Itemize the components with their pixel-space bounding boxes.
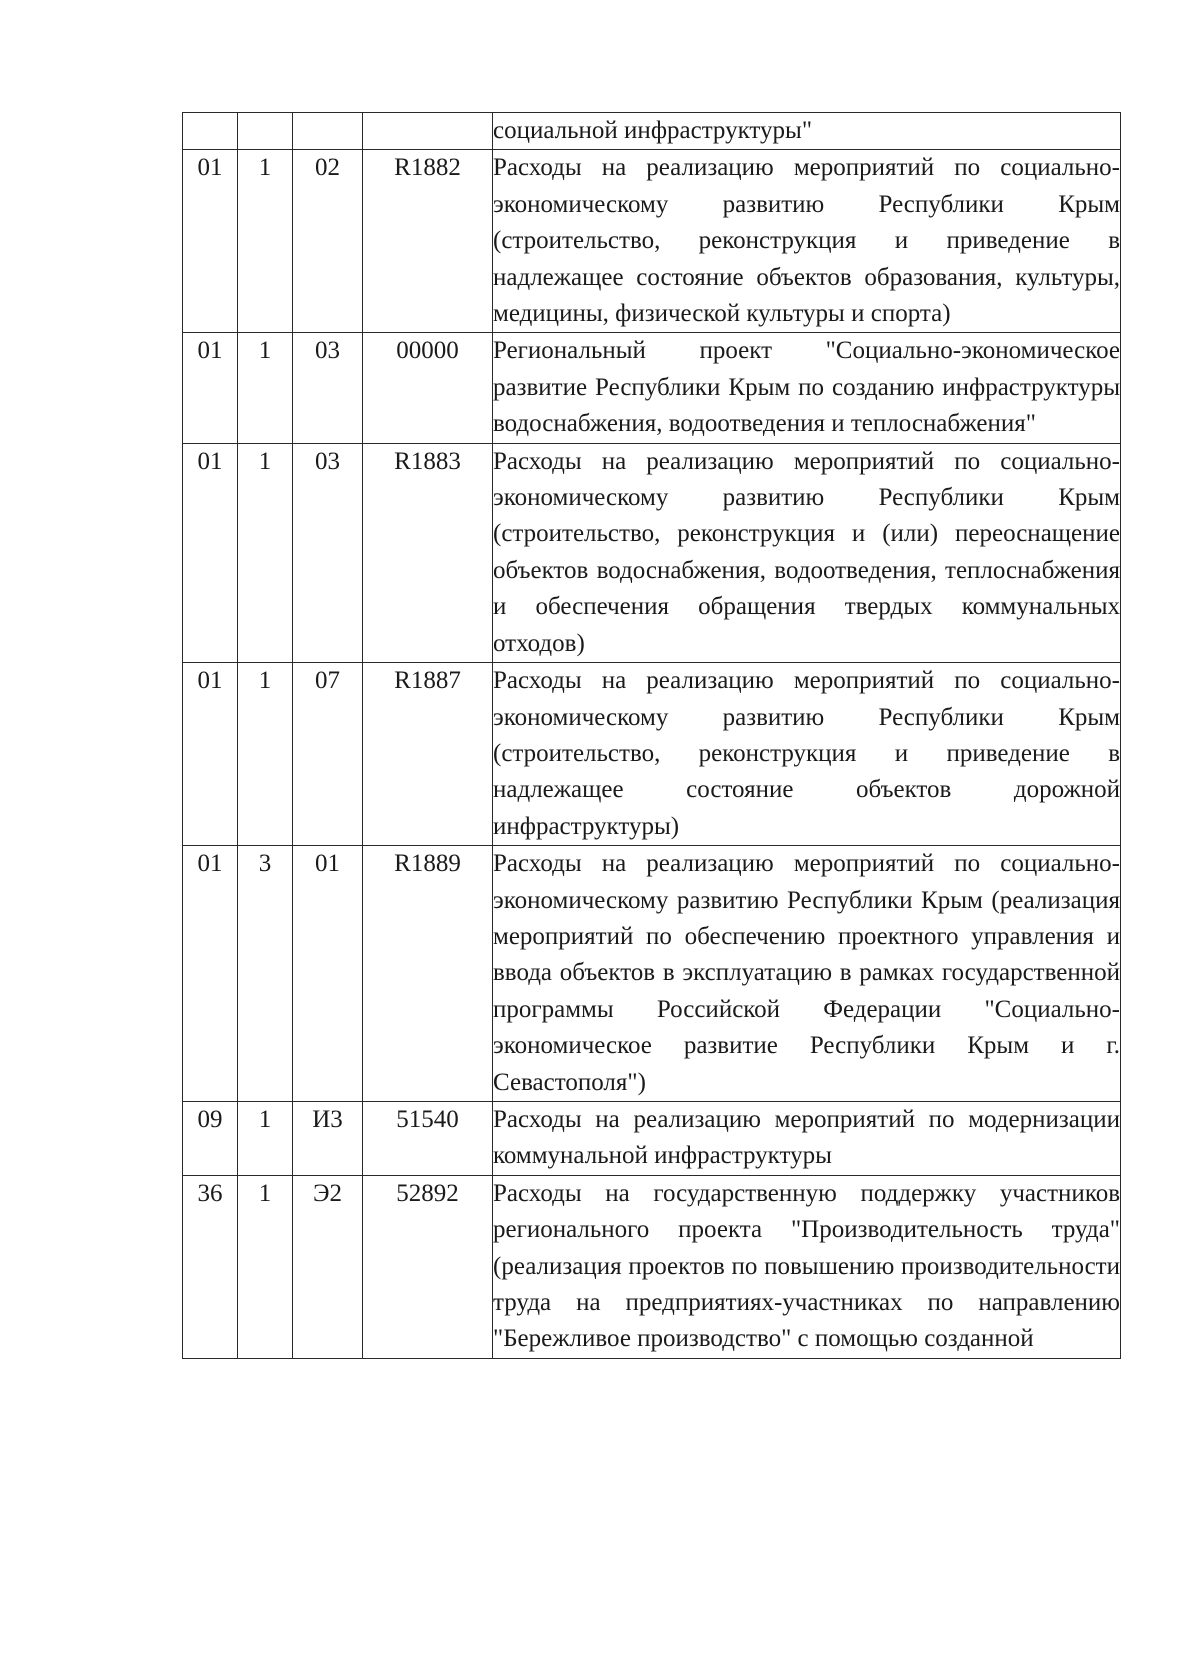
subprogram-code-cell bbox=[238, 113, 293, 150]
program-code-cell: 01 bbox=[183, 846, 238, 1102]
subprogram-code-cell: 1 bbox=[238, 150, 293, 333]
description-cell: Расходы на государственную поддержку участников регионального проекта "Производительность труда" (реализация проектов по повышению производительности труда на предприятиях-участниках по направлению "Бережливое производство" с помощью созданной bbox=[493, 1175, 1121, 1358]
direction-code-cell: R1883 bbox=[363, 443, 493, 662]
direction-code-cell bbox=[363, 113, 493, 150]
table-row bbox=[183, 113, 1121, 150]
table-row bbox=[183, 1175, 1121, 1358]
description-cell: социальной инфраструктуры" bbox=[493, 113, 1121, 150]
program-code-cell: 01 bbox=[183, 443, 238, 662]
activity-code-cell bbox=[293, 113, 363, 150]
program-code-cell: 09 bbox=[183, 1101, 238, 1175]
activity-code-cell: Э2 bbox=[293, 1175, 363, 1358]
activity-code-cell: 02 bbox=[293, 150, 363, 333]
direction-code-cell: 00000 bbox=[363, 333, 493, 443]
description-cell: Расходы на реализацию мероприятий по социально-экономическому развитию Республики Крым (строительство, реконструкция и (или) переоснащение объектов водоснабжения, водоотведения, теплоснабжения и обеспечения обращения твердых коммунальных отходов) bbox=[493, 443, 1121, 662]
program-code-cell: 01 bbox=[183, 663, 238, 846]
table-row bbox=[183, 333, 1121, 443]
direction-code-cell: R1887 bbox=[363, 663, 493, 846]
table-row bbox=[183, 846, 1121, 1102]
activity-code-cell: 01 bbox=[293, 846, 363, 1102]
description-cell: Расходы на реализацию мероприятий по социально-экономическому развитию Республики Крым (строительство, реконструкция и приведение в надлежащее состояние объектов образования, культуры, медицины, физической культуры и спорта) bbox=[493, 150, 1121, 333]
table-row bbox=[183, 443, 1121, 662]
direction-code-cell: R1882 bbox=[363, 150, 493, 333]
description-cell: Расходы на реализацию мероприятий по социально-экономическому развитию Республики Крым (реализация мероприятий по обеспечению проектного управления и ввода объектов в эксплуатацию в рамках государственной программы Российской Федерации "Социально-экономическое развитие Республики Крым и г. Севастополя") bbox=[493, 846, 1121, 1102]
program-code-cell: 36 bbox=[183, 1175, 238, 1358]
table-row bbox=[183, 150, 1121, 333]
program-code-cell bbox=[183, 113, 238, 150]
description-cell: Расходы на реализацию мероприятий по социально-экономическому развитию Республики Крым (строительство, реконструкция и приведение в надлежащее состояние объектов дорожной инфраструктуры) bbox=[493, 663, 1121, 846]
subprogram-code-cell: 1 bbox=[238, 333, 293, 443]
activity-code-cell: 07 bbox=[293, 663, 363, 846]
subprogram-code-cell: 1 bbox=[238, 1101, 293, 1175]
direction-code-cell: 51540 bbox=[363, 1101, 493, 1175]
program-code-cell: 01 bbox=[183, 333, 238, 443]
subprogram-code-cell: 1 bbox=[238, 443, 293, 662]
description-cell: Расходы на реализацию мероприятий по модернизации коммунальной инфраструктуры bbox=[493, 1101, 1121, 1175]
subprogram-code-cell: 1 bbox=[238, 663, 293, 846]
description-cell: Региональный проект "Социально-экономическое развитие Республики Крым по созданию инфраструктуры водоснабжения, водоотведения и теплоснабжения" bbox=[493, 333, 1121, 443]
subprogram-code-cell: 3 bbox=[238, 846, 293, 1102]
activity-code-cell: 03 bbox=[293, 443, 363, 662]
direction-code-cell: 52892 bbox=[363, 1175, 493, 1358]
subprogram-code-cell: 1 bbox=[238, 1175, 293, 1358]
table-row bbox=[183, 1101, 1121, 1175]
activity-code-cell: 03 bbox=[293, 333, 363, 443]
table-row bbox=[183, 663, 1121, 846]
activity-code-cell: И3 bbox=[293, 1101, 363, 1175]
direction-code-cell: R1889 bbox=[363, 846, 493, 1102]
budget-classification-table bbox=[182, 112, 1121, 1359]
program-code-cell: 01 bbox=[183, 150, 238, 333]
